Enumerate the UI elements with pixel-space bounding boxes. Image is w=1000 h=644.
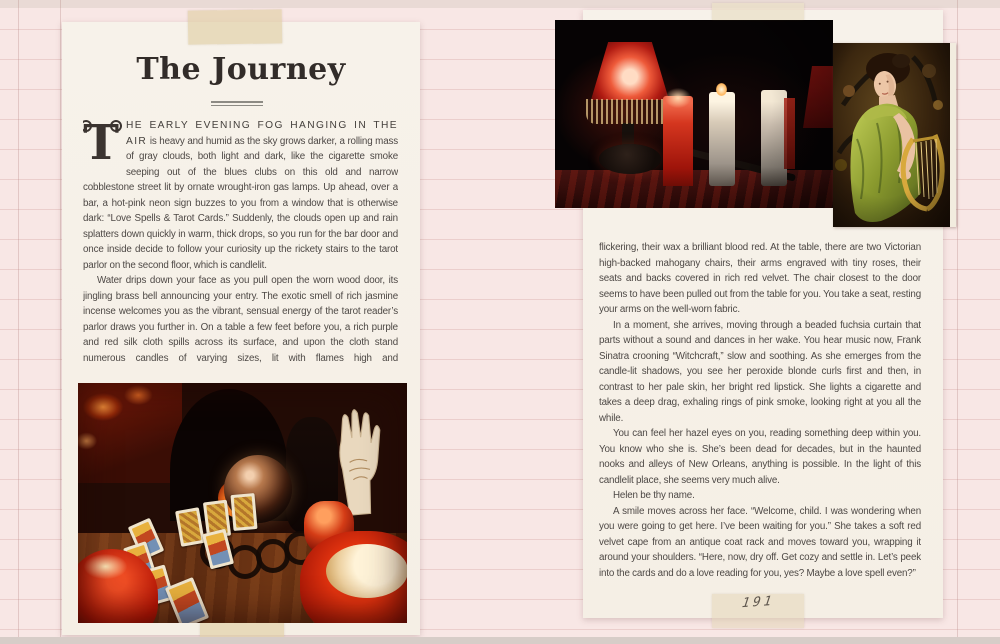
body-paragraph: Water drips down your face as you pull open the worn wood door, its jingling brass bell announcing your entry. The exotic smell of rich jasmine incense welcomes you as the vibrant, sensual energy of the tarot reader’s parlor draws you further in. On a table a few feet before you, a rich purple and red silk cloth spills across its surface, and upon the cloth stand numerous candles of varying sizes, lit with flames high and bbox=[83, 275, 398, 364]
tape-top-left bbox=[188, 9, 282, 44]
paragraph-text: is heavy and humid as the sky grows darker, a rolling mass of gray clouds, both light and dark, like the cigarette smoke seeping out of the blues clubs on this old and narrow cobblestone street lit by ornate wrought-iron gas lamps. Up ahead, over a bar, a hot-pink neon sign buzzes to you from a window that is otherwise dark: “Love Spells & Tarot Cards.” Suddenly, the clouds open up and rain splatters down quickly in warm, thick drops, so you run for the bar door and once inside decide to follow your curiosity up the rickety stairs to the tarot parlor on the second floor, which is candlelit. bbox=[83, 135, 398, 271]
right-page-text bbox=[599, 240, 921, 622]
photo-vignette bbox=[78, 383, 407, 623]
tape-bottom-right bbox=[712, 594, 804, 628]
photo-vignette bbox=[555, 20, 833, 208]
body-paragraph: flickering, their wax a brilliant blood red. At the table, there are two Victorian high-backed mahogany chairs, their arms engraved with tiny roses, their seats and backs covered in rich red velvet. The chair closest to the door seems to have been pulled out from the table for you. You take a seat, resting your arms on the well-worn fabric. bbox=[599, 242, 921, 315]
body-paragraph: A smile moves across her face. “Welcome, child. I was wondering when you were going to get here. I’ve been waiting for you.” She takes a soft red velvet cape from an antique coat rack and moves toward you, wrapping it around your shoulders. “Here, now, dry off. Get cozy and settle in. Let’s peek into the cards and do a love reading for you, yes? Maybe a love spell even?” bbox=[599, 505, 921, 579]
tape-top-right bbox=[712, 3, 804, 20]
body-paragraph bbox=[83, 118, 398, 273]
left-page bbox=[62, 22, 420, 635]
backdrop-panel-line bbox=[18, 0, 19, 644]
tape-bottom-left bbox=[200, 623, 284, 637]
backdrop-bottom-edge bbox=[0, 637, 1000, 644]
backdrop-panel-line bbox=[957, 0, 958, 644]
body-paragraph: In a moment, she arrives, moving through a beaded fuchsia curtain that parts without a sound and dances in her wake. You hear music now, Frank Sinatra crooning “Witchcraft,” slow and soothing. As she emerges from the candle-lit shadows, you see her peroxide blonde curls first and then, in contrast to her pale skin, her bright red lipstick. She lights a cigarette and takes a deep drag, exhaling rings of pink smoke, looking right at you all the while. bbox=[599, 319, 921, 424]
backdrop-top-edge bbox=[0, 0, 1000, 8]
candle-lamp-photo bbox=[555, 20, 833, 208]
backdrop-panel-line bbox=[60, 0, 61, 644]
opening-smallcaps: HE EARLY EVENING FOG HANGING IN THE AIR bbox=[126, 120, 398, 147]
tarot-parlor-photo bbox=[78, 383, 407, 623]
body-paragraph: You can feel her hazel eyes on you, reading something deep within you. You know who she is. She’s been dead for decades, but in the haunted nooks and alleys of New Orleans, anything is possible. In the light of this candlelit place, she seems very much alive. bbox=[599, 428, 921, 486]
title-divider bbox=[211, 101, 263, 106]
page-number: 191 bbox=[740, 593, 776, 612]
chapter-title: The Journey bbox=[136, 52, 346, 87]
left-page-text bbox=[83, 118, 398, 399]
lyre-woman-painting bbox=[833, 43, 956, 227]
body-paragraph: Helen be thy name. bbox=[613, 490, 695, 501]
drop-cap: T bbox=[83, 118, 119, 171]
right-page bbox=[583, 10, 943, 618]
